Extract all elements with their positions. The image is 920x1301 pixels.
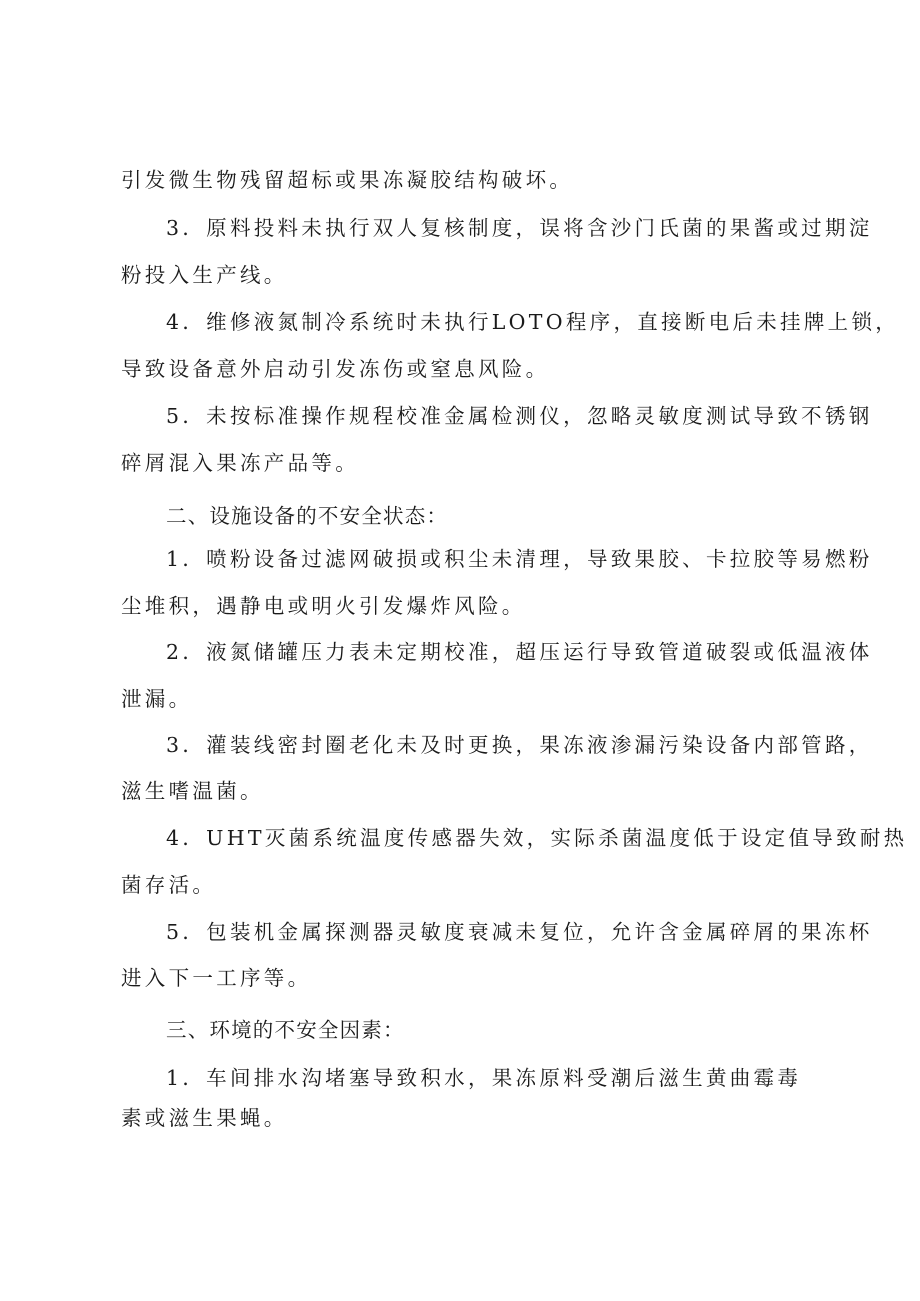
paragraph-line: 泄漏。	[121, 687, 193, 711]
list-item-line: 2．液氮储罐压力表未定期校准，超压运行导致管道破裂或低温液体	[166, 640, 873, 664]
list-item-line: 1．喷粉设备过滤网破损或积尘未清理，导致果胶、卡拉胶等易燃粉	[166, 547, 873, 571]
section-heading: 二、设施设备的不安全状态：	[166, 504, 449, 528]
paragraph-line: 粉投入生产线。	[121, 263, 288, 287]
list-item-line: 4．维修液氮制冷系统时未执行LOTO程序，直接断电后未挂牌上锁，	[166, 310, 900, 334]
list-item-line: 3．灌装线密封圈老化未及时更换，果冻液渗漏污染设备内部管路，	[166, 733, 873, 757]
list-item-line: 3．原料投料未执行双人复核制度，误将含沙门氏菌的果酱或过期淀	[166, 216, 873, 240]
paragraph-line: 碎屑混入果冻产品等。	[121, 451, 359, 475]
paragraph-line: 菌存活。	[121, 873, 217, 897]
paragraph-line: 滋生嗜温菌。	[121, 779, 264, 803]
list-item-line: 1．车间排水沟堵塞导致积水，果冻原料受潮后滋生黄曲霉毒	[166, 1066, 802, 1090]
paragraph-line: 进入下一工序等。	[121, 966, 312, 990]
paragraph-line: 尘堆积，遇静电或明火引发爆炸风险。	[121, 594, 526, 618]
list-item-line: 5．未按标准操作规程校准金属检测仪，忽略灵敏度测试导致不锈钢	[166, 404, 873, 428]
section-heading: 三、环境的不安全因素：	[166, 1018, 405, 1042]
paragraph-line: 素或滋生果蝇。	[121, 1106, 288, 1130]
paragraph-line: 引发微生物残留超标或果冻凝胶结构破坏。	[121, 168, 574, 192]
list-item-line: 4．UHT灭菌系统温度传感器失效，实际杀菌温度低于设定值导致耐热	[166, 826, 908, 850]
list-item-line: 5．包装机金属探测器灵敏度衰减未复位，允许含金属碎屑的果冻杯	[166, 920, 873, 944]
paragraph-line: 导致设备意外启动引发冻伤或窒息风险。	[121, 357, 550, 381]
